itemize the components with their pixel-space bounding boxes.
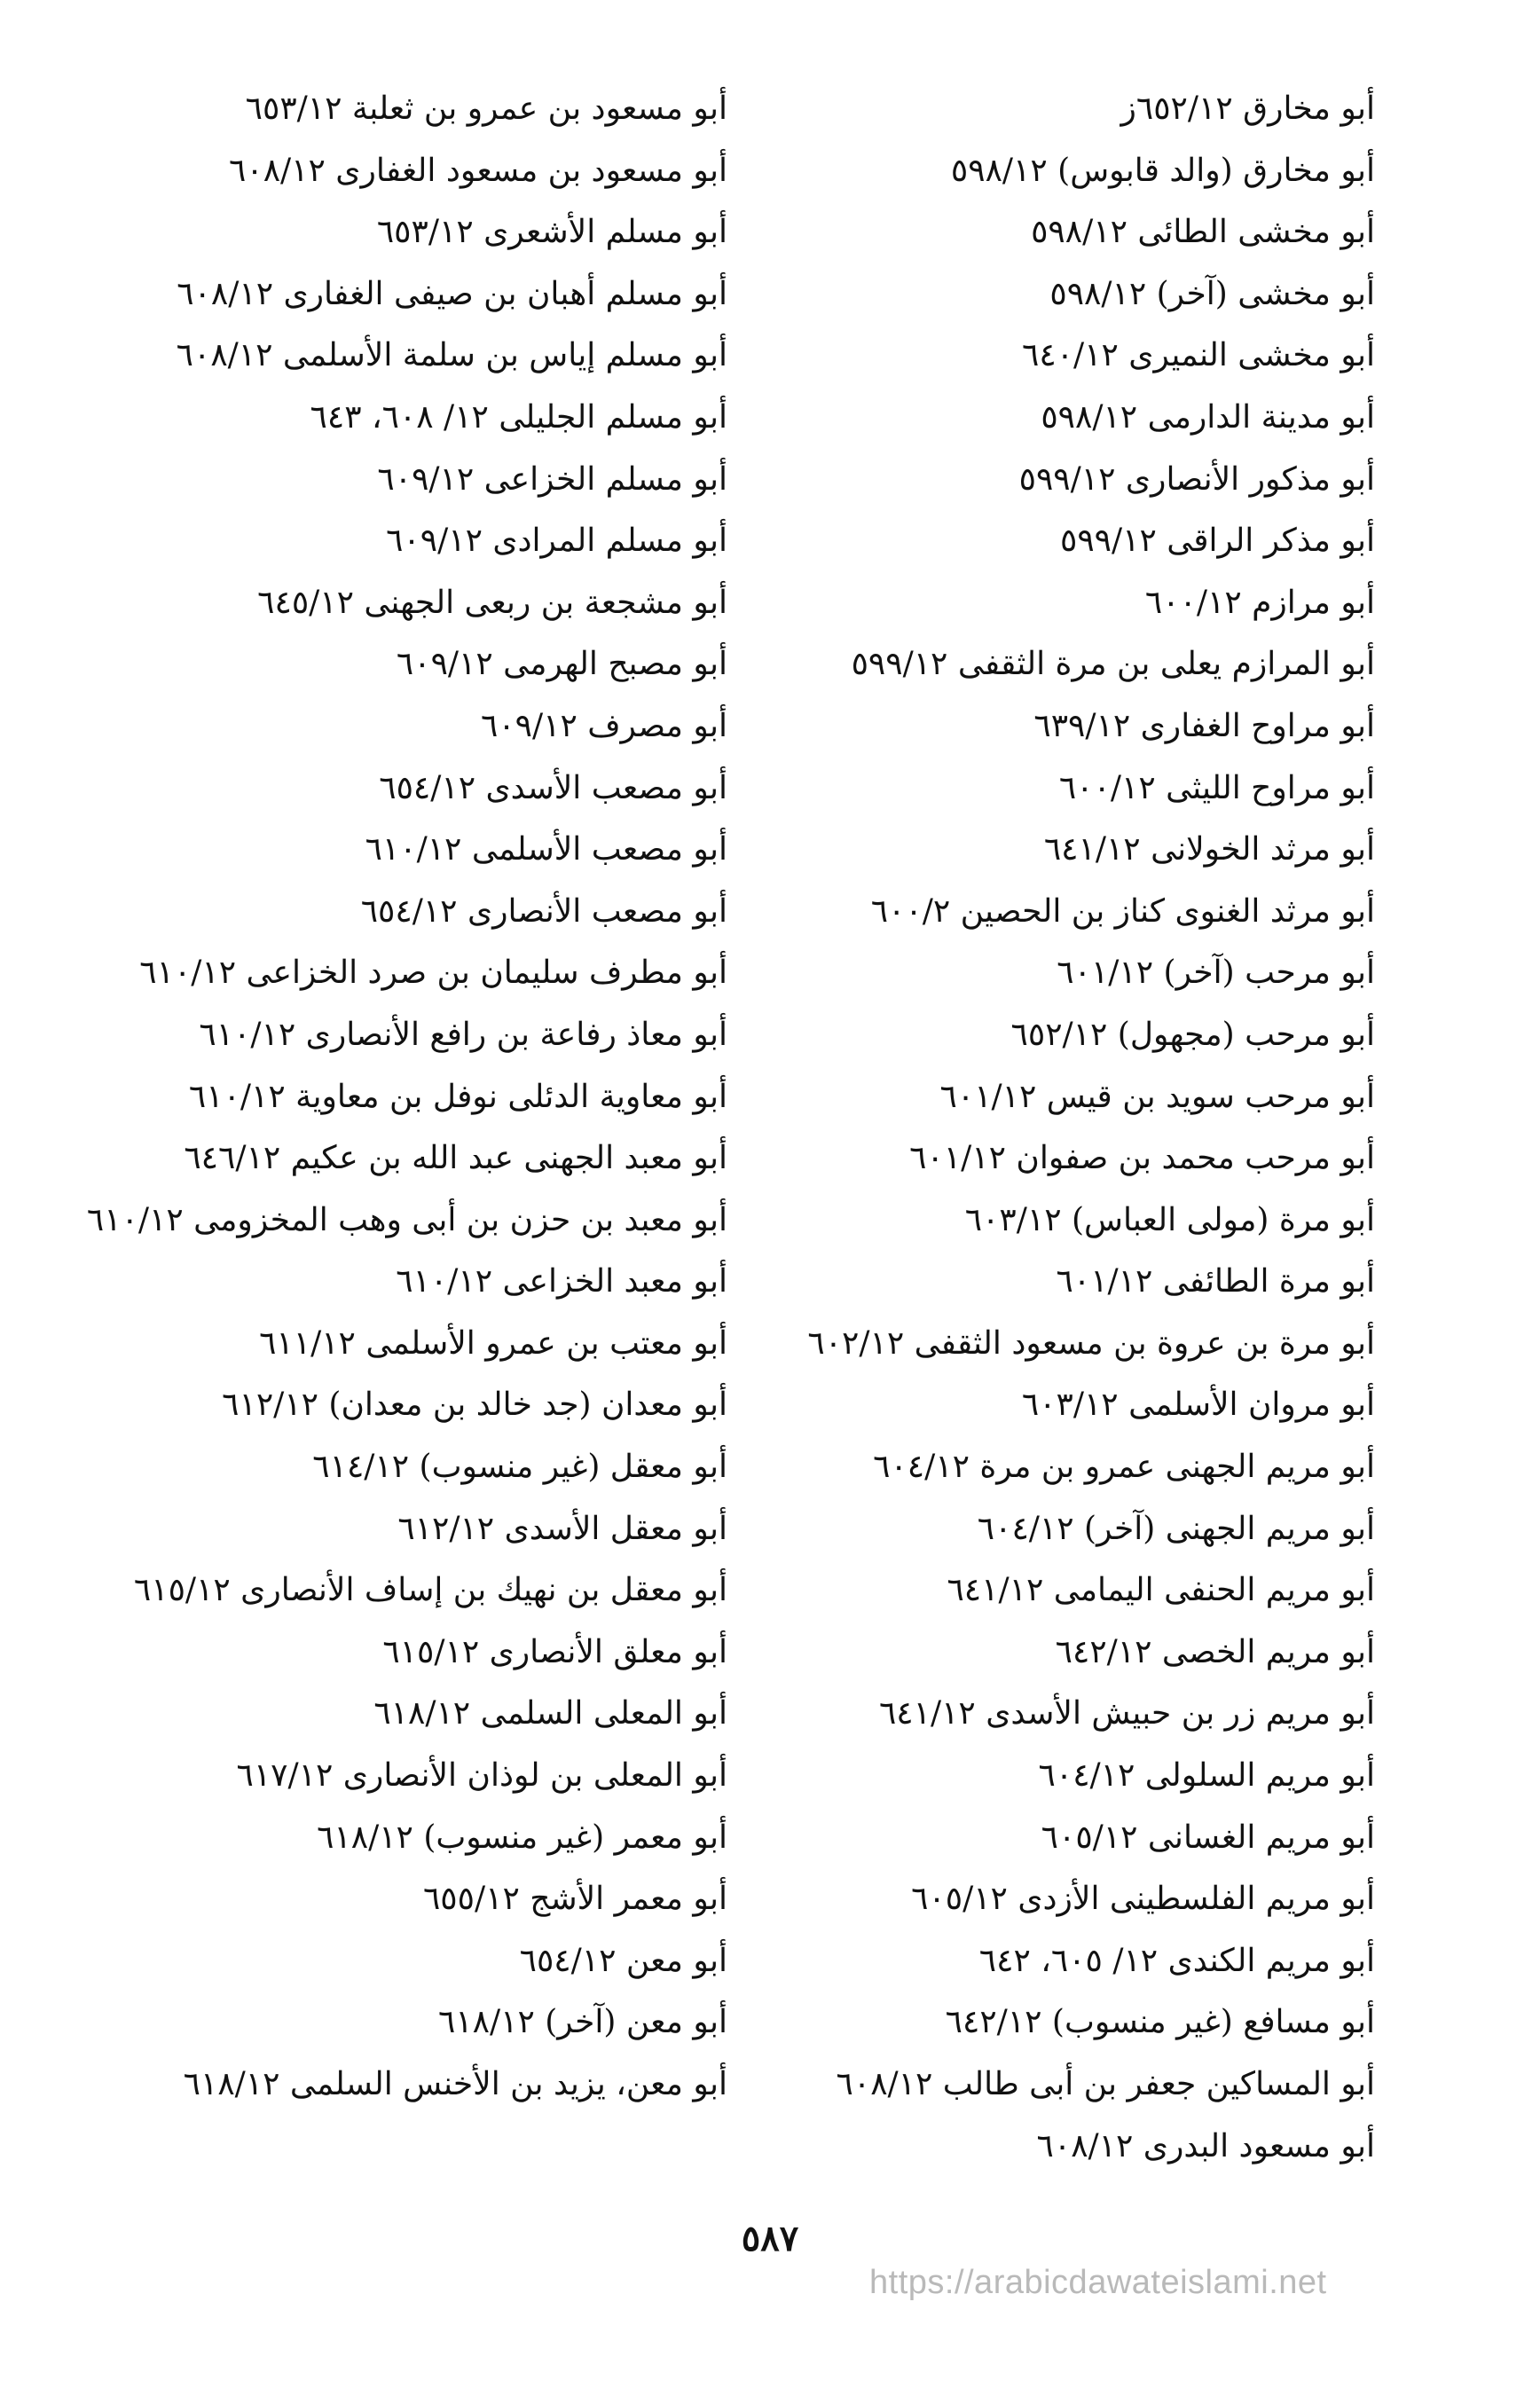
index-column-right (763, 78, 1375, 2177)
index-entry: أبو مسعود بن مسعود الغفارى ٦٠٨/١٢ (229, 152, 727, 189)
index-entry: أبو مريم السلولى ٦٠٤/١٢ (1038, 1757, 1375, 1795)
index-entry: أبو مصعب الأسلمى ٦١٠/١٢ (365, 831, 727, 868)
index-entry: أبو معن ٦٥٤/١٢ (519, 1942, 727, 1979)
index-entry: أبو مرثد الخولانى ٦٤١/١٢ (1043, 831, 1375, 868)
index-entry: أبو مصرف ٦٠٩/١٢ (480, 707, 727, 744)
index-entry: أبو مريم الخصى ٦٤٢/١٢ (1055, 1633, 1375, 1670)
index-entry: أبو معاذ رفاعة بن رافع الأنصارى ٦١٠/١٢ (199, 1016, 727, 1053)
index-entry: أبو المساكين جعفر بن أبى طالب ٦٠٨/١٢ (836, 2066, 1375, 2102)
index-entry: أبو مرة الطائفى ٦٠١/١٢ (1056, 1263, 1375, 1300)
index-entry: أبو مخشى النميرى ٦٤٠/١٢ (1022, 337, 1375, 374)
index-entry: أبو المعلى بن لوذان الأنصارى ٦١٧/١٢ (236, 1757, 727, 1795)
index-entry: أبو معن، يزيد بن الأخنس السلمى ٦١٨/١٢ (183, 2066, 727, 2102)
index-entry: أبو مصبح الهرمى ٦٠٩/١٢ (396, 646, 727, 683)
index-entry: أبو معاوية الدئلى نوفل بن معاوية ٦١٠/١٢ (188, 1078, 727, 1115)
index-entry: أبو مرازم ٦٠٠/١٢ (1144, 584, 1375, 621)
index-entry: أبو مريم الجهنى (آخر) ٦٠٤/١٢ (977, 1510, 1375, 1547)
index-entry: أبو مريم الغسانى ٦٠٥/١٢ (1041, 1819, 1375, 1856)
watermark-url: https://arabicdawateislami.net (869, 2264, 1327, 2301)
index-entry: أبو معدان (جد خالد بن معدان) ٦١٢/١٢ (222, 1387, 727, 1424)
index-entry: أبو مسلم المرادى ٦٠٩/١٢ (386, 522, 727, 560)
index-entry: أبو مصعب الأنصارى ٦٥٤/١٢ (360, 892, 727, 930)
index-entry: أبو معبد الخزاعى ٦١٠/١٢ (396, 1263, 727, 1300)
index-entry: أبو مشجعة بن ربعى الجهنى ٦٤٥/١٢ (257, 584, 727, 621)
index-entry: أبو مرة بن عروة بن مسعود الثقفى ٦٠٢/١٢ (807, 1324, 1375, 1362)
index-entry: أبو مخشى (آخر) ٥٩٨/١٢ (1049, 275, 1375, 312)
index-entry: أبو مرة (مولى العباس) ٦٠٣/١٢ (964, 1201, 1375, 1238)
index-entry: أبو مدينة الدارمى ٥٩٨/١٢ (1041, 398, 1375, 436)
index-entry: أبو مراوح الليثى ٦٠٠/١٢ (1058, 769, 1375, 806)
index-entry: أبو مريم الفلسطينى الأزدى ٦٠٥/١٢ (911, 1881, 1375, 1918)
index-entry: أبو مريم الحنفى اليمامى ٦٤١/١٢ (947, 1572, 1375, 1609)
index-entry: أبو مطرف سليمان بن صرد الخزاعى ٦١٠/١٢ (139, 955, 727, 992)
index-entry: أبو معمر الأشج ٦٥٥/١٢ (422, 1881, 727, 1918)
index-entry: أبو مخارق (والد قابوس) ٥٩٨/١٢ (950, 152, 1375, 189)
index-entry: أبو معقل الأسدى ٦١٢/١٢ (397, 1510, 727, 1547)
index-entry: أبو مسلم الخزاعى ٦٠٩/١٢ (377, 460, 727, 498)
index-entry: أبو مسعود بن عمرو بن ثعلبة ٦٥٣/١٢ (245, 90, 727, 127)
index-entry: أبو مريم الجهنى عمرو بن مرة ٦٠٤/١٢ (873, 1449, 1375, 1486)
index-entry: أبو معن (آخر) ٦١٨/١٢ (437, 2004, 727, 2041)
index-entry: أبو مسلم أهبان بن صيفى الغفارى ٦٠٨/١٢ (177, 275, 727, 312)
index-entry: أبو معمر (غير منسوب) ٦١٨/١٢ (317, 1819, 727, 1856)
index-entry: أبو مراوح الغفارى ٦٣٩/١٢ (1033, 707, 1375, 744)
page-number: ٥٨٧ (741, 2218, 799, 2259)
index-entry: أبو مسعود البدرى ٦٠٨/١٢ (1036, 2127, 1375, 2164)
index-column-left (35, 78, 727, 2116)
index-entry: أبو معقل بن نهيك بن إساف الأنصارى ٦١٥/١٢ (133, 1572, 727, 1609)
index-entry: أبو مرحب محمد بن صفوان ٦٠١/١٢ (909, 1140, 1375, 1177)
index-entry: أبو المرازم يعلى بن مرة الثقفى ٥٩٩/١٢ (851, 646, 1375, 683)
index-entry: أبو مخشى الطائى ٥٩٨/١٢ (1031, 214, 1375, 251)
index-entry: أبو معقل (غير منسوب) ٦١٤/١٢ (312, 1449, 727, 1486)
index-entry: أبو مرحب سويد بن قيس ٦٠١/١٢ (939, 1078, 1375, 1115)
index-entry: أبو مسلم الأشعرى ٦٥٣/١٢ (376, 214, 727, 251)
index-entry: أبو مذكور الأنصارى ٥٩٩/١٢ (1018, 460, 1375, 498)
index-entry: أبو معبد الجهنى عبد الله بن عكيم ٦٤٦/١٢ (184, 1140, 727, 1177)
index-entry: أبو مسلم الجليلى ١٢/ ٦٠٨، ٦٤٣ (310, 398, 727, 436)
index-entry: أبو المعلى السلمى ٦١٨/١٢ (373, 1695, 727, 1732)
index-entry: أبو مسافع (غير منسوب) ٦٤٢/١٢ (945, 2004, 1375, 2041)
index-entry: أبو معتب بن عمرو الأسلمى ٦١١/١٢ (259, 1324, 727, 1362)
index-entry: أبو مصعب الأسدى ٦٥٤/١٢ (379, 769, 727, 806)
index-entry: أبو مرحب (مجهول) ٦٥٢/١٢ (1010, 1016, 1375, 1053)
index-entry: أبو مريم زر بن حبيش الأسدى ٦٤١/١٢ (878, 1695, 1375, 1732)
index-entry: أبو مسلم إياس بن سلمة الأسلمى ٦٠٨/١٢ (176, 337, 727, 374)
index-entry: أبو مروان الأسلمى ٦٠٣/١٢ (1021, 1387, 1375, 1424)
index-entry: أبو مرحب (آخر) ٦٠١/١٢ (1057, 955, 1375, 992)
index-entry: أبو مذكر الراقى ٥٩٩/١٢ (1060, 522, 1375, 560)
index-entry: أبو معبد بن حزن بن أبى وهب المخزومى ٦١٠/١٢ (86, 1201, 727, 1238)
index-entry: أبو مرثد الغنوى كناز بن الحصين ٦٠٠/٢ (870, 892, 1375, 930)
index-entry: أبو مريم الكندى ١٢/ ٦٠٥، ٦٤٢ (978, 1942, 1375, 1979)
index-entry: أبو معلق الأنصارى ٦١٥/١٢ (382, 1633, 727, 1670)
index-entry: أبو مخارق ٦٥٢/١٢ز (1120, 90, 1375, 127)
